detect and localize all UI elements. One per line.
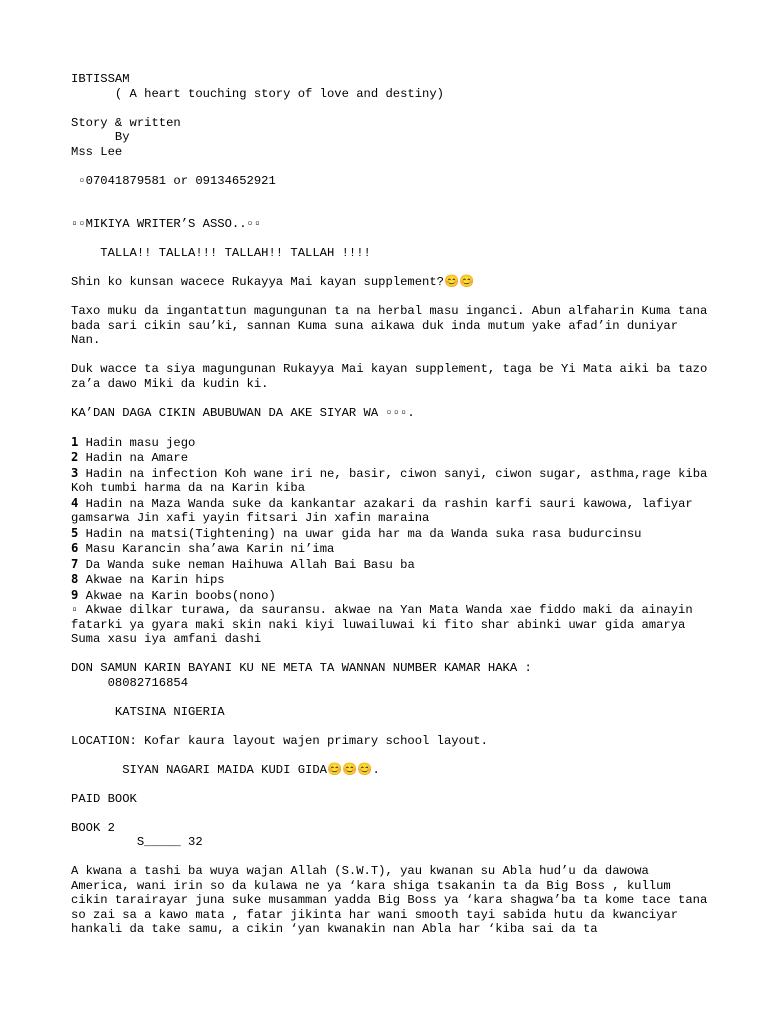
list-item: ▫ Akwae dilkar turawa, da sauransu. akwae na Yan Mata Wanda xae fiddo maki da ainayin fatarki ya gyara maki skin naki kiyi luwailuwai ki fito shar abinki uwar gida amarya Suma xasu iya amfani dashi xyxy=(71,603,700,646)
item-number: 3 xyxy=(71,465,79,480)
list-item xyxy=(71,572,711,588)
list-item xyxy=(71,588,711,604)
contact-number: 08082716854 xyxy=(71,675,189,690)
item-text: Hadin na infection Koh wane iri ne, basir, ciwon sanyi, ciwon sugar, asthma,rage kiba Koh tumbi harma da na Karin kiba xyxy=(71,466,715,495)
story-subtitle: ( A heart touching story of love and destiny) xyxy=(71,86,444,101)
slogan: SIYAN NAGARI MAIDA KUDI GIDA😊😊😊. xyxy=(71,762,380,777)
story-paragraph: A kwana a tashi ba wuya wajan Allah (S.W.T), yau kwanan su Abla hud’u da dawowa America, wani irin so da kulawa ne ya ‘kara shiga tsakanin ta da Big Boss , kullum cikin tarairayar juna suke musamman yadda Big Boss ya ‘kara shagwa’ba ta kome tace tana so zai sa a kawo mata , fatar jikinta har wani smooth tayi sabida hutu da kwanciyar hankali da take samu, a cikin ‘yan kwanakin nan Abla har ‘kiba sai da ta xyxy=(71,864,715,936)
contact-line: DON SAMUN KARIN BAYANI KU NE META TA WANNAN NUMBER KAMAR HAKA : xyxy=(71,661,532,675)
author-name: Mss Lee xyxy=(71,144,123,159)
item-text: Hadin masu jego xyxy=(78,435,196,450)
paid-book-label: PAID BOOK xyxy=(71,791,137,806)
item-text: Hadin na Maza Wanda suke da kankantar azakari da rashin karfi sauri kawowa, lafiyar gamsarwa Jin xafi yayin fitsari Jin xafin maraina xyxy=(71,496,701,525)
list-item xyxy=(71,541,711,557)
item-text: Da Wanda suke neman Haihuwa Allah Bai Basu ba xyxy=(78,557,415,572)
list-item xyxy=(71,496,711,526)
item-number: 8 xyxy=(71,572,79,586)
state-label: KATSINA NIGERIA xyxy=(71,704,225,719)
item-number: 2 xyxy=(71,450,79,464)
book-number: BOOK 2 xyxy=(71,820,115,835)
location-line: LOCATION: Kofar kaura layout wajen primary school layout. xyxy=(71,733,488,748)
credit-by: By xyxy=(71,130,130,144)
ad-headline: TALLA!! TALLA!!! TALLAH!! TALLAH !!!! xyxy=(71,246,371,260)
story-title: IBTISSAM xyxy=(71,72,130,86)
ad-question: Shin ko kunsan wacece Rukayya Mai kayan supplement?😊😊 xyxy=(71,275,475,289)
products-heading: KA’DAN DAGA CIKIN ABUBUWAN DA AKE SIYAR WA ▫▫▫. xyxy=(71,405,415,420)
item-text: Akwae na Karin boobs(nono) xyxy=(78,588,276,603)
item-text: Hadin na Amare xyxy=(78,451,189,465)
list-item xyxy=(71,435,711,451)
ad-paragraph: Duk wacce ta siya magungunan Rukayya Mai kayan supplement, taga be Yi Mata aiki ba tazo za’a dawo Miki da kudin ki. xyxy=(71,362,715,391)
item-text: Akwae na Karin hips xyxy=(78,573,225,587)
products-list xyxy=(71,434,715,647)
list-item xyxy=(71,465,715,496)
association-name: ▫▫MIKIYA WRITER’S ASSO..▫▫ xyxy=(71,217,262,231)
item-text: Hadin na matsi(Tightening) na uwar gida har ma da Wanda suka rasa budurcinsu xyxy=(78,526,642,541)
item-text: Masu Karancin sha’awa Karin ni’ima xyxy=(78,542,335,556)
ad-paragraph: Taxo muku da ingantattun magungunan ta na herbal masu inganci. Abun alfaharin Kuma tana bada sari cikin sau’ki, sannan Kuma suna aikawa duk inda mutum yake afad’in duniyar Nan. xyxy=(71,304,715,347)
item-number: 9 xyxy=(71,587,79,602)
chapter-label: S_____ 32 xyxy=(71,835,203,849)
list-item xyxy=(71,526,711,542)
item-number: 4 xyxy=(71,495,79,510)
item-number: 5 xyxy=(71,525,79,540)
credit-line: Story & written xyxy=(71,115,181,130)
item-number: 6 xyxy=(71,541,79,555)
phone-numbers: ▫07041879581 or 09134652921 xyxy=(71,173,276,188)
list-item xyxy=(71,557,711,573)
document-body xyxy=(71,72,715,937)
item-number: 7 xyxy=(71,556,79,571)
item-number: 1 xyxy=(71,434,79,449)
list-item xyxy=(71,450,711,466)
